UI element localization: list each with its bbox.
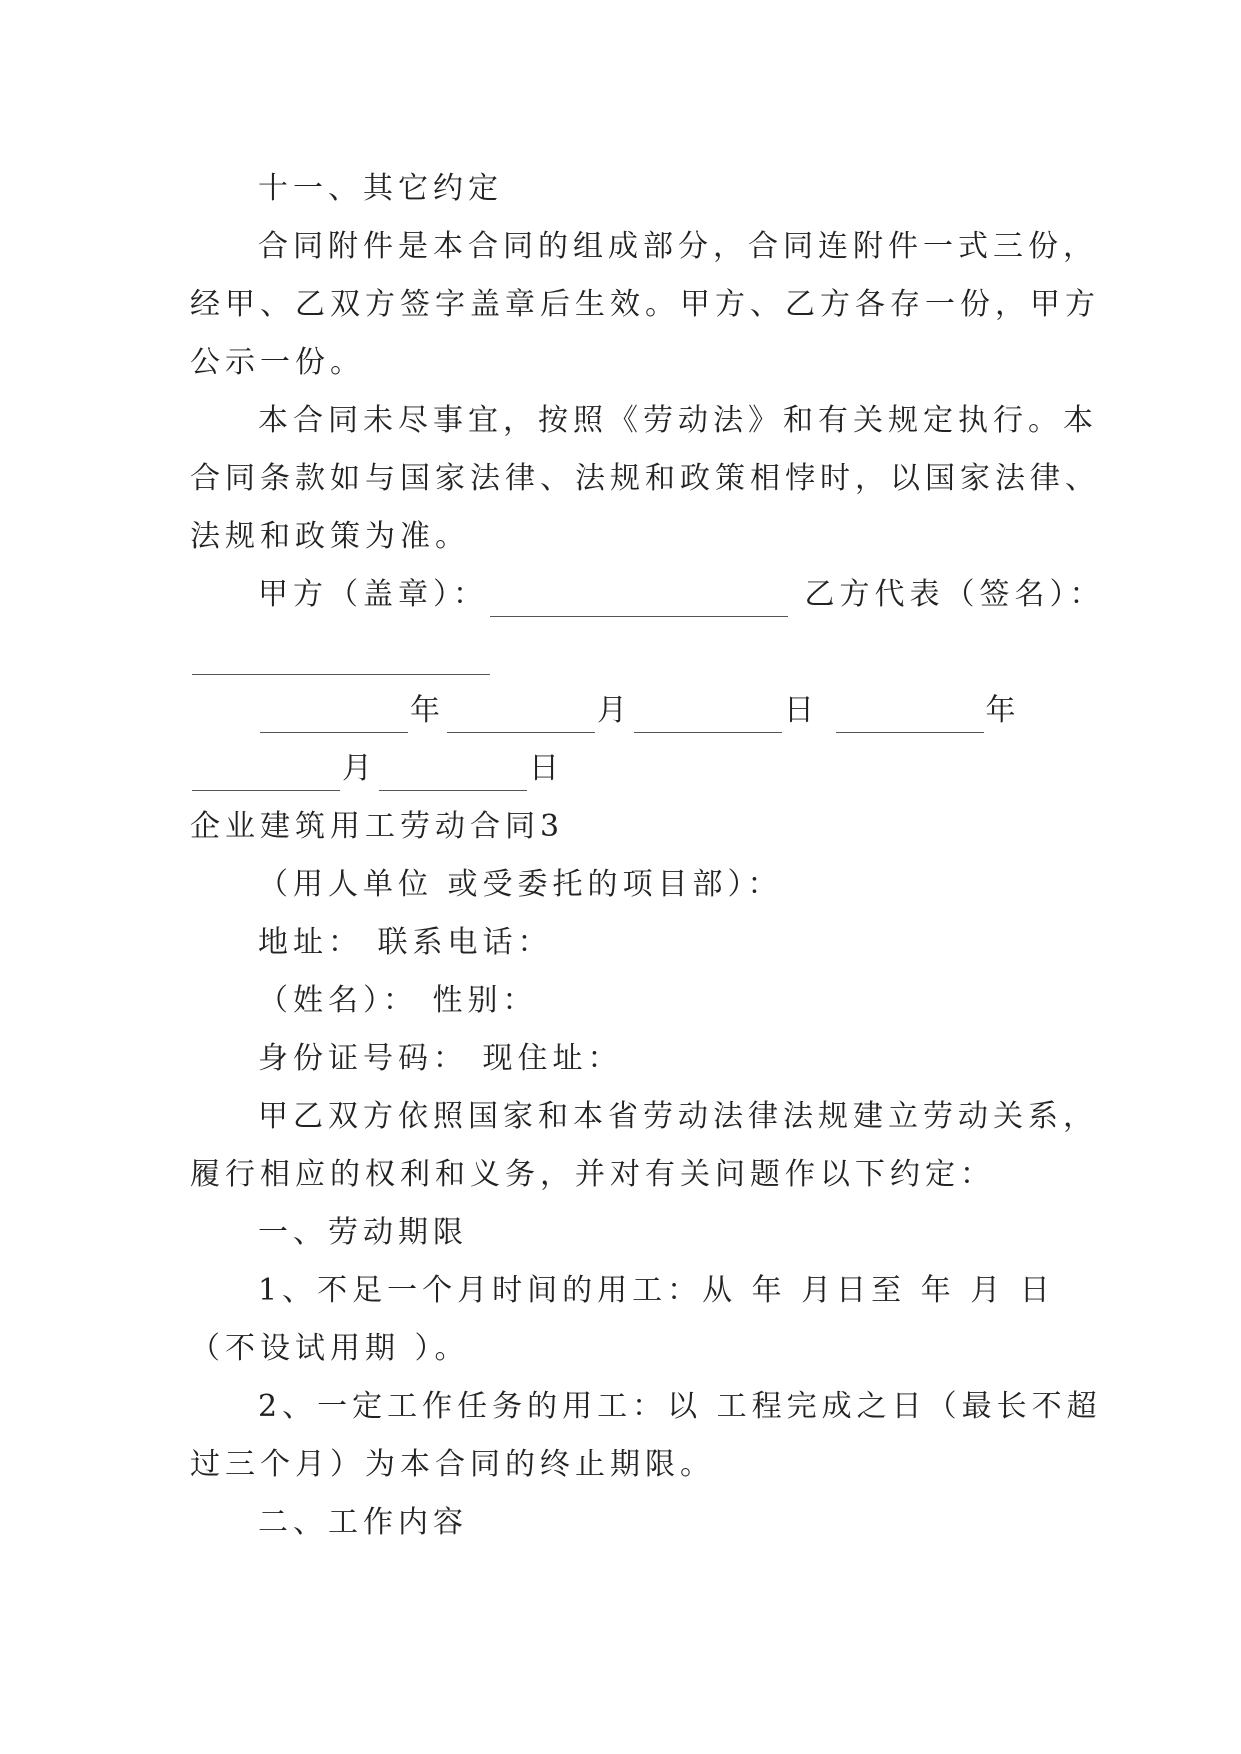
- paragraph-line: 法规和政策为准。: [190, 519, 470, 554]
- year-label: 年: [985, 693, 1021, 728]
- id-line: 身份证号码： 现住址：: [258, 1041, 623, 1076]
- paragraph-line: 合同条款如与国家法律、法规和政策相悖时，以国家法律、: [190, 461, 1100, 496]
- paragraph-line: 公示一份。: [190, 345, 365, 380]
- paragraph-line: 1、不足一个月时间的用工：从 年 月日至 年 月 日: [258, 1273, 1055, 1308]
- employer-line: （用人单位 或受委托的项目部）：: [258, 867, 783, 902]
- section-heading-other-terms: 十一、其它约定: [258, 171, 503, 206]
- address-line: 地址： 联系电话：: [258, 925, 553, 960]
- section-heading-term: 一、劳动期限: [258, 1215, 468, 1250]
- section-heading-work-content: 二、工作内容: [258, 1505, 468, 1540]
- date-blank: [447, 692, 595, 733]
- day-label: 日: [784, 693, 819, 728]
- day-label: 日: [529, 751, 564, 786]
- date-line-continued: [190, 740, 1080, 798]
- paragraph-line: 本合同未尽事宜，按照《劳动法》和有关规定执行。本: [258, 403, 1098, 438]
- date-blank: [192, 750, 340, 791]
- party-a-seal-blank: [490, 576, 788, 617]
- date-blank: [260, 692, 408, 733]
- party-a-seal-label: 甲方（盖章）：: [258, 577, 488, 612]
- date-blank: [634, 692, 782, 733]
- signature-line: [190, 566, 1105, 624]
- year-label: 年: [410, 693, 445, 728]
- date-blank: [836, 692, 984, 733]
- paragraph-line: 合同附件是本合同的组成部分，合同连附件一式三份，: [258, 229, 1098, 264]
- name-line: （姓名）： 性别：: [258, 983, 538, 1018]
- paragraph-line: 履行相应的权利和义务，并对有关问题作以下约定：: [190, 1157, 995, 1192]
- paragraph-line: （不设试用期 ）。: [190, 1331, 470, 1366]
- date-line: [190, 682, 1080, 740]
- month-label: 月: [597, 693, 632, 728]
- document-body: [190, 160, 1105, 1552]
- paragraph-line: 甲乙双方依照国家和本省劳动法律法规建立劳动关系，: [258, 1099, 1098, 1134]
- signature-blank-line: [190, 624, 1080, 682]
- date-blank: [379, 750, 527, 791]
- paragraph-line: 经甲、乙双方签字盖章后生效。甲方、乙方各存一份，甲方: [190, 287, 1100, 322]
- contract-title: 企业建筑用工劳动合同3: [190, 809, 565, 844]
- party-b-sign-blank: [192, 634, 490, 675]
- month-label: 月: [342, 751, 377, 786]
- party-b-sign-label: 乙方代表（签名）：: [804, 577, 1105, 612]
- paragraph-line: 2、一定工作任务的用工：以 工程完成之日（最长不超: [258, 1389, 1102, 1424]
- paragraph-line: 过三个月）为本合同的终止期限。: [190, 1447, 715, 1482]
